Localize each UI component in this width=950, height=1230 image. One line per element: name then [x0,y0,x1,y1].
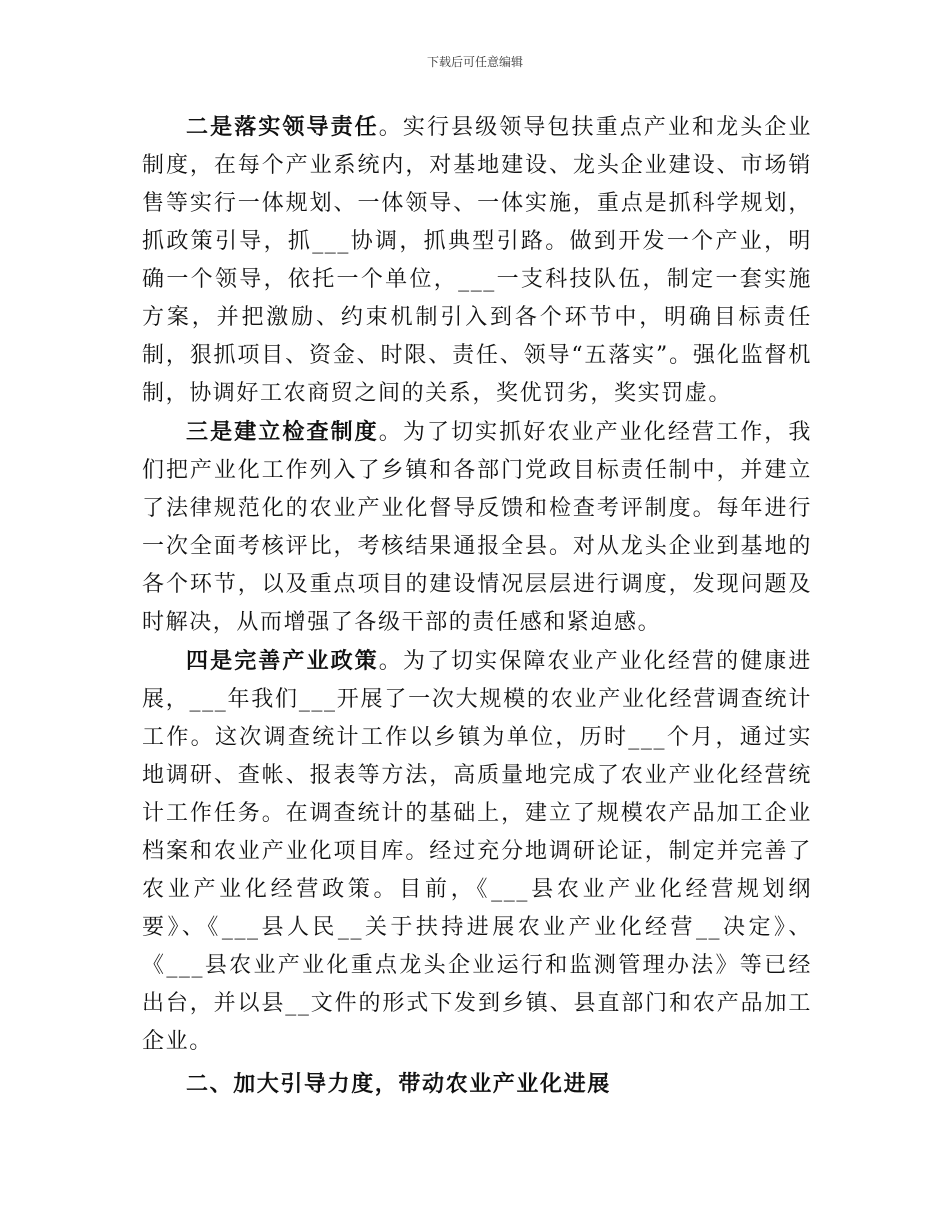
paragraph-body: 。为了切实保障农业产业化经营的健康进展，___年我们___开展了一次大规模的农业产业化经营调查统计工作。这次调查统计工作以乡镇为单位，历时___个月，通过实地调研、查帐、报表等方法，高质量地完成了农业产业化经营统计工作任务。在调查统计的基础上，建立了规模农产品加工企业档案和农业产业化项目库。经过充分地调研论证，制定并完善了农业产业化经营政策。目前，《___县农业产业化经营规划纲要》、《___县人民__关于扶持进展农业产业化经营__决定》、《___县农业产业化重点龙头企业运行和监测管理办法》等已经出台，并以县__文件的形式下发到乡镇、县直部门和农产品加工企业。 [142,649,812,1054]
document-body [142,108,812,1103]
paragraph-body: 。为了切实抓好农业产业化经营工作，我们把产业化工作列入了乡镇和各部门党政目标责任制中，并建立了法律规范化的农业产业化督导反馈和检查考评制度。每年进行一次全面考核评比，考核结果通报全县。对从龙头企业到基地的各个环节，以及重点项目的建设情况层层进行调度，发现问题及时解决，从而增强了各级干部的责任感和紧迫感。 [142,420,812,635]
paragraph-industry-policy [142,642,812,1061]
paragraph-lead: 三是建立检查制度 [186,419,379,445]
page-header: 下载后可任意编辑 [426,55,523,69]
paragraph-body: 。实行县级领导包扶重点产业和龙头企业制度，在每个产业系统内，对基地建设、龙头企业建设、市场销售等实行一体规划、一体领导、一体实施，重点是抓科学规划，抓政策引导，抓___协调，抓典型引路。做到开发一个产业，明确一个领导，依托一个单位，___一支科技队伍，制定一套实施方案，并把激励、约束机制引入到各个环节中，明确目标责任制，狠抓项目、资金、时限、责任、领导“五落实”。强化监督机制，协调好工农商贸之间的关系，奖优罚劣，奖实罚虚。 [142,115,812,406]
paragraph-lead: 四是完善产业政策 [186,648,379,674]
section-heading: 二、加大引导力度，带动农业产业化进展 [186,1071,611,1097]
paragraph-leadership-responsibility [142,108,812,413]
paragraph-lead: 二是落实领导责任 [186,114,379,140]
paragraph-inspection-system [142,413,812,642]
